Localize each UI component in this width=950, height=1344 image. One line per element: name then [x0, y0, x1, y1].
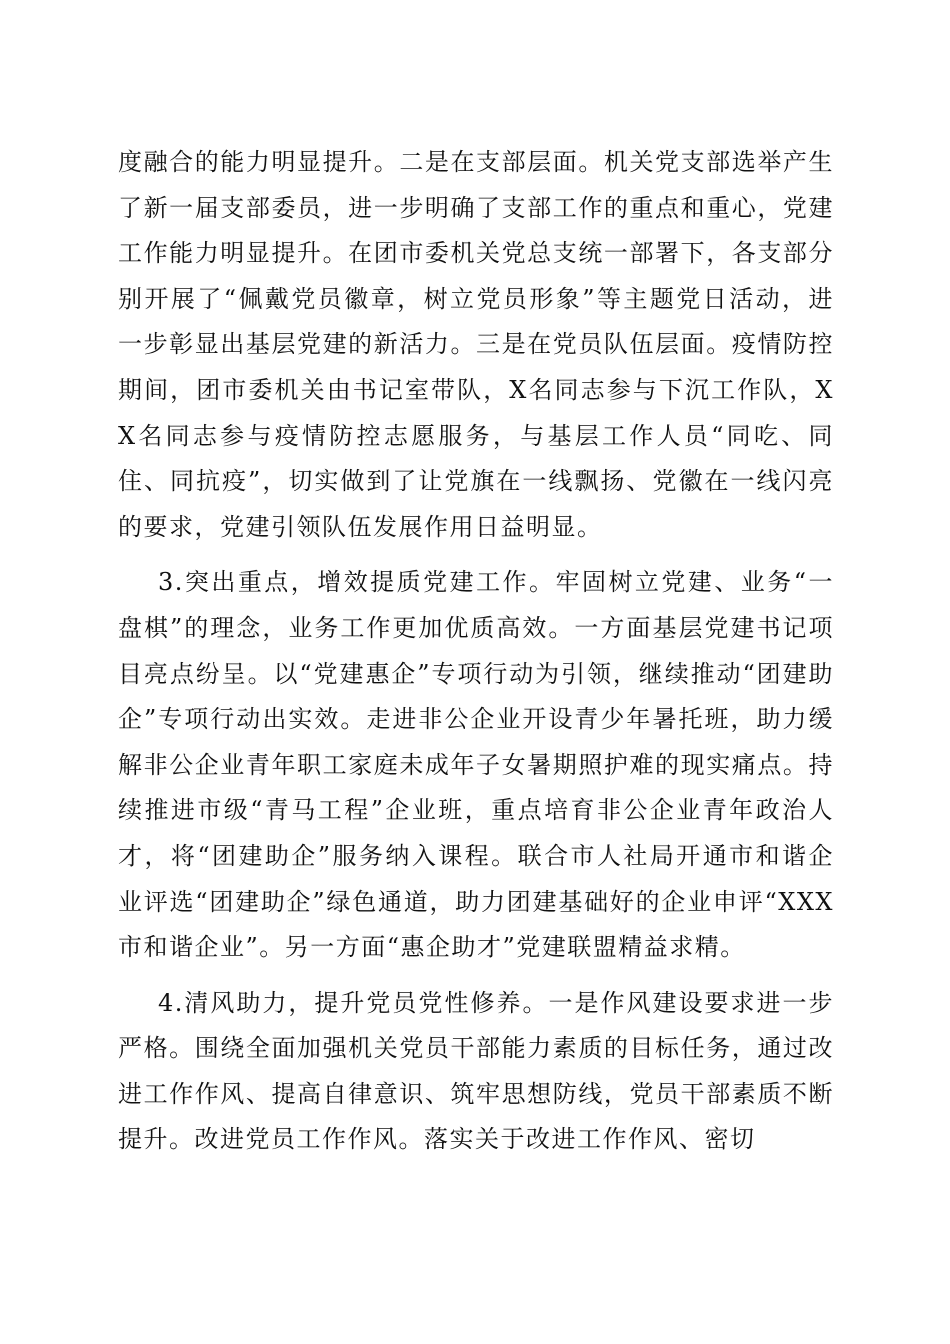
paragraph-section-4-clean-governance: 4.清风助力，提升党员党性修养。一是作风建设要求进一步严格。围绕全面加强机关党员干部能力素质的目标任务，通过改进工作作风、提高自律意识、筑牢思想防线，党员干部素质不断提升。改进党员工作作风。落实关于改进工作作风、密切: [118, 988, 834, 1154]
document-body: [118, 140, 834, 1163]
paragraph-section-3-key-priorities: 3.突出重点，增效提质党建工作。牢固树立党建、业务“一盘棋”的理念，业务工作更加优质高效。一方面基层党建书记项目亮点纷呈。以“党建惠企”专项行动为引领，继续推动“团建助企”专项行动出实效。走进非公企业开设青少年暑托班，助力缓解非公企业青年职工家庭未成年子女暑期照护难的现实痛点。持续推进市级“青马工程”企业班，重点培育非公企业青年政治人才，将“团建助企”服务纳入课程。联合市人社局开通市和谐企业评选“团建助企”绿色通道，助力团建基础好的企业申评“XXX市和谐企业”。另一方面“惠企助才”党建联盟精益求精。: [118, 568, 834, 962]
paragraph-party-building-levels: 度融合的能力明显提升。二是在支部层面。机关党支部选举产生了新一届支部委员，进一步明确了支部工作的重点和重心，党建工作能力明显提升。在团市委机关党总支统一部署下，各支部分别开展了“佩戴党员徽章，树立党员形象”等主题党日活动，进一步彰显出基层党建的新活力。三是在党员队伍层面。疫情防控期间，团市委机关由书记室带队，X名同志参与下沉工作队，XX名同志参与疫情防控志愿服务，与基层工作人员“同吃、同住、同抗疫”，切实做到了让党旗在一线飘扬、党徽在一线闪亮的要求，党建引领队伍发展作用日益明显。: [118, 148, 834, 541]
